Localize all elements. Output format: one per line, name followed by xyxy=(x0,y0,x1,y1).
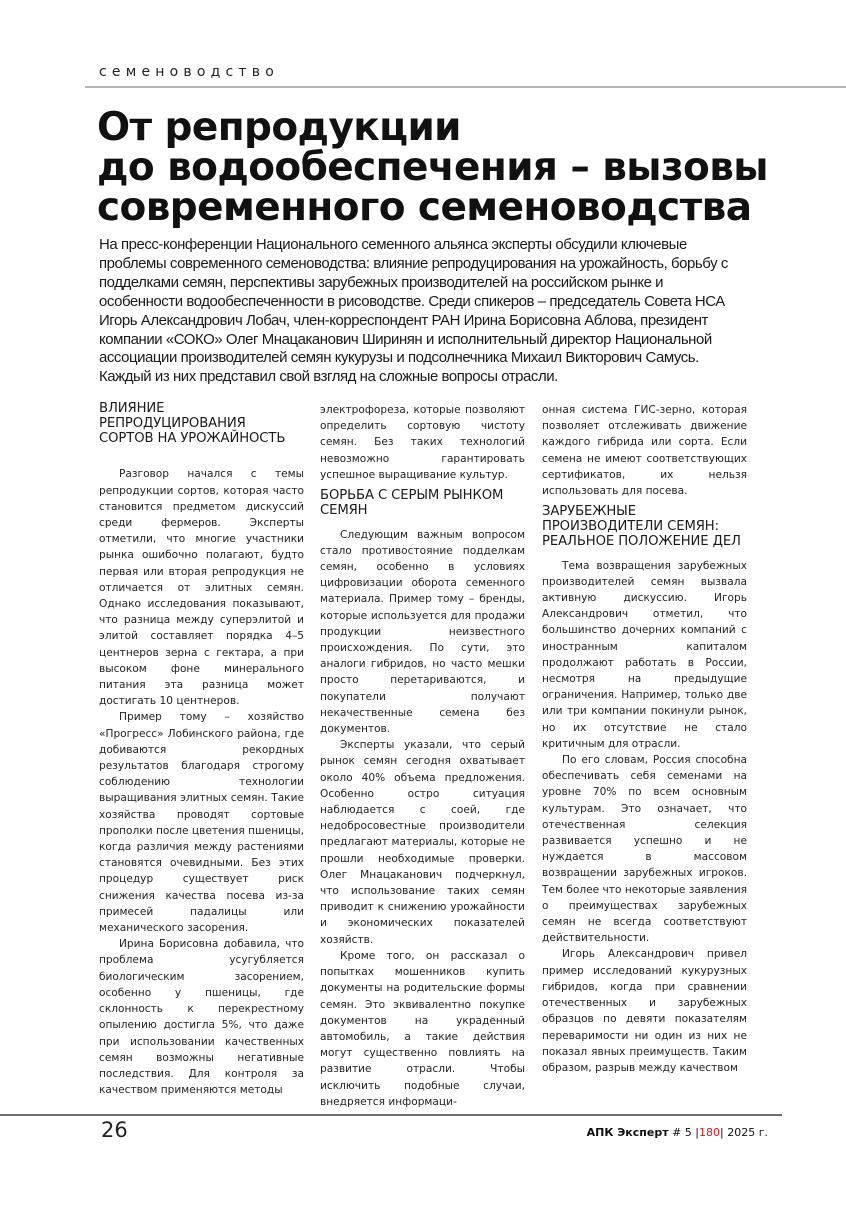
footer-rule xyxy=(0,1114,782,1116)
article-column-3 xyxy=(542,402,747,1076)
paragraph-continuation: онная система ГИС-зерно, которая позволяет отслеживать движение каждого гибрида или сорта. Если семена не имеют соответствующих сертификатов, их нельзя использовать для посева. xyxy=(542,404,747,498)
subheading: ВЛИЯНИЕ РЕПРОДУЦИРОВАНИЯ СОРТОВ НА УРОЖАЙНОСТЬ xyxy=(99,401,286,446)
paragraph: Ирина Борисовна добавила, что проблема усугубляется биологическим засорением, особенно у пшеницы, где склонность к перекрестному опылению достигла 5%, что даже при использовании качественных семян возможны негативные последствия. Для контроля за качеством применяются методы xyxy=(99,938,304,1097)
title-line: От репродукции xyxy=(97,105,461,150)
paragraph: Игорь Александрович привел пример исследований кукурузных гибридов, когда при сравнении отечественных и зарубежных образцов по девяти показателям переваримости ни один из них не показал явных преимуществ. Таким образом, разрыв между качеством xyxy=(542,948,747,1074)
paragraph: Разговор начался с темы репродукции сортов, которая часто становится предметом дискуссий среди фермеров. Эксперты отметили, что многие участники рынка ошибочно полагают, будто первая или вторая репродукция не отличается от элитных семян. Однако исследования показывают, что разница между суперэлитой и элитой составляет порядка 4–5 центнеров зерна с гектара, а при высоком фоне минерального питания эта разница может достигать 10 центнеров. xyxy=(99,468,304,708)
paragraph: Следующим важным вопросом стало противостояние подделкам семян, особенно в условиях цифровизации оборота семенного материала. Пример тому – бренды, которые используется для продажи продукции неизвестного происхождения. По сути, это аналоги гибридов, но часто мешки просто перетариваются, и покупатели получают некачественные семена без документов. xyxy=(320,528,525,736)
paragraph: Кроме того, он рассказал о попытках мошенников купить документы на родительские формы семян. Это эквивалентно покупке документов на украденный автомобиль, а такие действия могут существенно повлиять на развитие отрасли. Чтобы исключить подобные случаи, внедряется информаци- xyxy=(320,949,525,1108)
article-title xyxy=(97,105,797,230)
article-column-1 xyxy=(99,402,304,1098)
section-label: семеноводство xyxy=(99,64,279,80)
paragraph-continuation: электрофореза, которые позволяют определить сортовую чистоту семян. Без таких технологий невозможно гарантировать успешное выращивание культур. xyxy=(320,404,525,481)
header-rule xyxy=(85,86,846,88)
magazine-name: АПК Эксперт xyxy=(586,1126,669,1139)
paragraph: Пример тому – хозяйство «Прогресс» Лобинского района, где добиваются рекордных результатов благодаря строгому соблюдению технологии выращивания элитных семян. Такие хозяйства проводят сортовые прополки после цветения пшеницы, когда различия между растениями становятся очевидными. Без этих процедур существует риск снижения качества посева из-за примесей падалицы или механического засорения. xyxy=(99,711,304,935)
title-line: до водообеспечения – вызовы xyxy=(97,145,768,190)
issue-number: # 5 | xyxy=(672,1126,700,1139)
article-lead: На пресс-конференции Национального семенного альянса эксперты обсудили ключевые проблемы современного семеноводства: влияние репродуцирования на урожайность, борьбу с подделками семян, перспективы зарубежных производителей на российском рынке и особенности водообеспеченности в рисоводстве. Среди спикеров – председатель Совета НСА Игорь Александрович Лобач, член-корреспондент РАН Ирина Борисовна Аблова, президент компании «СОКО» Олег Мнацаканович Ширинян и исполнительный директор Национальной ассоциации производителей семян кукурузы и подсолнечника Михаил Викторович Самусь. Каждый из них представил свой взгляд на сложные вопросы отрасли. xyxy=(99,236,728,386)
page-number: 26 xyxy=(101,1118,128,1142)
paragraph: Эксперты указали, что серый рынок семян сегодня охватывает около 40% объема предложения. Особенно остро ситуация наблюдается с соей, где недобросовестные производители предлагают материалы, которые не прошли необходимые проверки. Олег Мнацаканович подчеркнул, что использование таких семян приводит к снижению урожайности и экономических показателей хозяйств. xyxy=(320,739,525,946)
issue-info xyxy=(587,1126,768,1139)
title-line: современного семеноводства xyxy=(97,185,752,230)
issue-year: | 2025 г. xyxy=(720,1126,768,1139)
issue-total-number: 180 xyxy=(699,1126,721,1139)
subheading: ЗАРУБЕЖНЫЕ ПРОИЗВОДИТЕЛИ СЕМЯН: РЕАЛЬНОЕ ПОЛОЖЕНИЕ ДЕЛ xyxy=(542,504,741,549)
subheading: БОРЬБА С СЕРЫМ РЫНКОМ СЕМЯН xyxy=(320,488,504,518)
paragraph: Тема возвращения зарубежных производителей семян вызвала активную дискуссию. Игорь Александрович отметил, что большинство дочерних компаний с иностранным капиталом продолжают работать в России, несмотря на предыдущие ограничения. Например, только две или три компании покинули рынок, но их отсутствие не стало критичным для отрасли. xyxy=(542,559,747,750)
paragraph: По его словам, Россия способна обеспечивать себя семенами на уровне 70% по всем основным культурам. Это означает, что отечественная селекция развивается успешно и не нуждается в массовом возвращении зарубежных игроков. Тем более что некоторые заявления о преимуществах зарубежных семян не всегда соответствуют действительности. xyxy=(542,754,747,945)
article-column-2 xyxy=(320,402,525,1110)
